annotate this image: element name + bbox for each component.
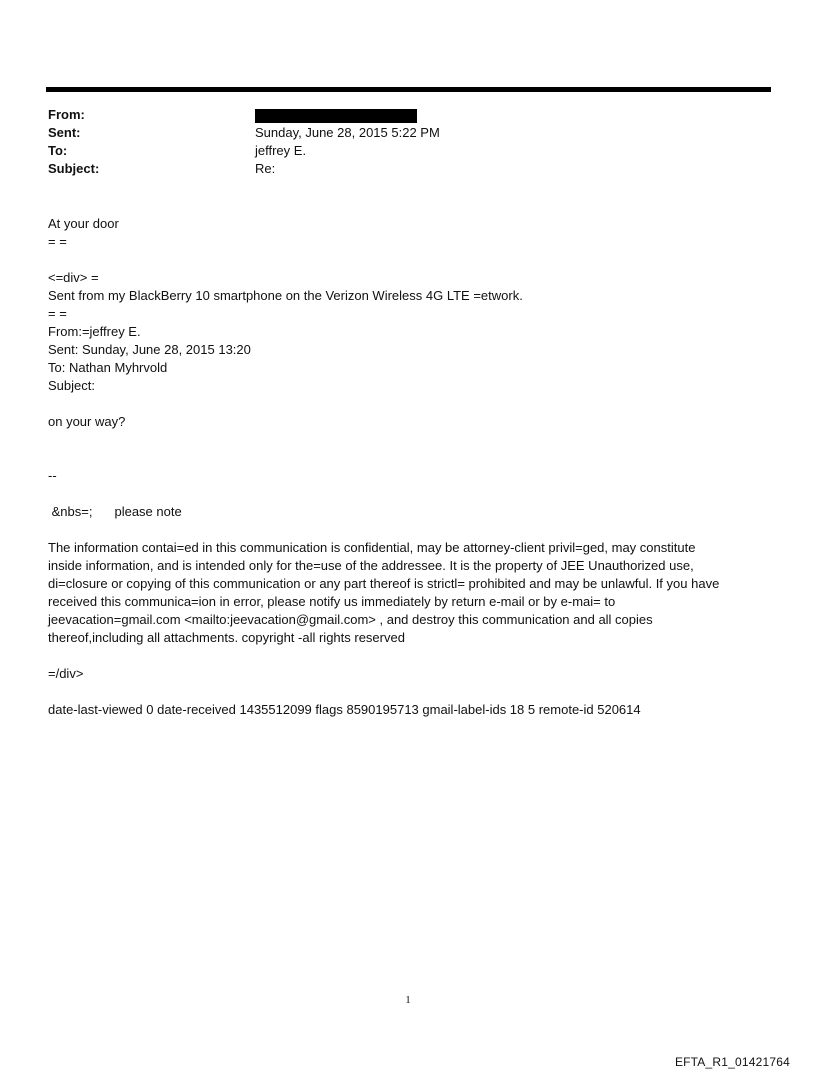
body-line: At your door xyxy=(48,216,119,231)
disclaimer-line: thereof,including all attachments. copyright -all rights reserved xyxy=(48,630,405,645)
body-line: <=div> = xyxy=(48,270,99,285)
from-label: From: xyxy=(48,107,85,122)
disclaimer-line: di=closure or copying of this communication or any part thereof is strictl= prohibited and may be unlawful. If you have xyxy=(48,576,720,591)
disclaimer-line: inside information, and is intended only for the=use of the addressee. It is the property of JEE Unauthorized use, xyxy=(48,558,694,573)
metadata-line: date-last-viewed 0 date-received 1435512099 flags 8590195713 gmail-label-ids 18 5 remote-id 520614 xyxy=(48,702,641,717)
quoted-from: From:=jeffrey E. xyxy=(48,324,141,339)
bates-number: EFTA_R1_01421764 xyxy=(674,1055,790,1069)
sent-label: Sent: xyxy=(48,125,81,140)
to-row xyxy=(48,142,748,160)
subject-row xyxy=(48,160,748,178)
redaction-block xyxy=(255,109,417,123)
subject-label: Subject: xyxy=(48,161,100,176)
note-line xyxy=(48,503,768,521)
disclaimer-line: received this communica=ion in error, please notify us immediately by return e-mail or by e-mai= to xyxy=(48,594,616,609)
page-number: 1 xyxy=(405,994,411,1006)
from-row xyxy=(48,106,748,124)
to-value: jeffrey E. xyxy=(255,143,307,158)
body-line: = = xyxy=(48,234,67,249)
from-value xyxy=(255,106,748,124)
subject-value: Re: xyxy=(255,161,276,176)
header-rule xyxy=(46,87,771,92)
quoted-sent: Sent: Sunday, June 28, 2015 13:20 xyxy=(48,342,251,357)
body-line: = = xyxy=(48,306,67,321)
sent-row xyxy=(48,124,748,142)
sent-value: Sunday, June 28, 2015 5:22 PM xyxy=(255,125,440,140)
disclaimer-line: The information contai=ed in this communication is confidential, may be attorney-client privil=ged, may constitute xyxy=(48,540,696,555)
quoted-to: To: Nathan Myhrvold xyxy=(48,360,168,375)
to-label: To: xyxy=(48,143,68,158)
email-body xyxy=(48,215,768,719)
signature-separator: -- xyxy=(48,468,57,483)
quoted-message: on your way? xyxy=(48,414,126,429)
nbs-text: &nbs=; xyxy=(51,504,93,519)
note-text: please note xyxy=(114,504,182,519)
disclaimer-line: jeevacation=gmail.com <mailto:jeevacation@gmail.com> , and destroy this communication and all copies xyxy=(48,612,653,627)
email-header xyxy=(48,106,748,178)
body-line: Sent from my BlackBerry 10 smartphone on the Verizon Wireless 4G LTE =etwork. xyxy=(48,288,523,303)
close-div: =/div> xyxy=(48,666,84,681)
quoted-subject: Subject: xyxy=(48,378,95,393)
